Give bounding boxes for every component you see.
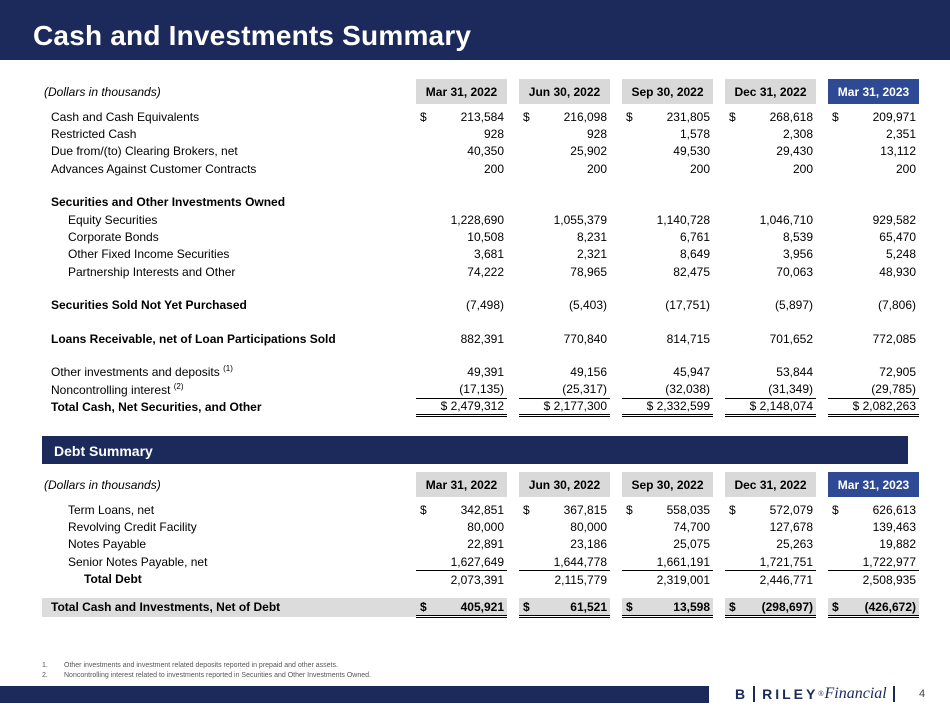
period-header: Jun 30, 2022 (519, 472, 610, 497)
cell-value: 70,063 (776, 264, 813, 279)
row-label: Due from/(to) Clearing Brokers, net (51, 144, 238, 159)
period-header-current: Mar 31, 2023 (828, 472, 919, 497)
cell-value: 5,248 (885, 247, 916, 262)
section-header-row (42, 194, 919, 211)
cell-value: 78,965 (570, 264, 607, 279)
cell-value: 40,350 (467, 144, 504, 159)
table-row (42, 228, 919, 245)
total-row (42, 398, 919, 415)
cell-value: $ 2,148,074 (725, 398, 816, 415)
row-label: Notes Payable (68, 537, 147, 552)
cell-value: 701,652 (769, 331, 813, 346)
row-label: Total Debt (84, 572, 142, 587)
debt-table (42, 472, 919, 618)
row-label: Loans Receivable, net of Loan Participations Sold (51, 331, 336, 346)
row-label: Other Fixed Income Securities (68, 247, 230, 262)
table-row (42, 297, 919, 314)
b-riley-financial-logo: B RILEY ® Financial (735, 685, 895, 703)
cell-value: (17,135) (416, 381, 507, 398)
table-row (42, 125, 919, 142)
cell-value: $ 13,598 (622, 598, 713, 617)
cell-value: $ 231,805 (626, 109, 710, 124)
table-row (42, 160, 919, 177)
section-title: Debt Summary (54, 443, 153, 459)
table-row (42, 381, 919, 398)
row-label: Corporate Bonds (68, 230, 159, 245)
cell-value: $ (298,697) (725, 598, 816, 617)
cell-value: $ (426,672) (828, 598, 919, 617)
row-label: Advances Against Customer Contracts (51, 161, 257, 176)
cell-value: 53,844 (776, 364, 813, 379)
row-label: Noncontrolling interest $^{(2)}$ (51, 381, 184, 397)
cell-value: 2,319,001 (656, 572, 710, 587)
cell-value: 2,115,779 (554, 572, 607, 587)
total-row (42, 571, 919, 588)
cell-value: $ 2,177,300 (519, 398, 610, 415)
cell-value: 25,075 (673, 537, 710, 552)
units-note: (Dollars in thousands) (44, 477, 161, 492)
title-bar (0, 0, 950, 60)
cell-value: 882,391 (460, 331, 504, 346)
cell-value: 74,222 (467, 264, 504, 279)
row-label: Other investments and deposits $^{(1)}$ (51, 364, 233, 380)
cell-value: 2,508,935 (862, 572, 916, 587)
footnote-ref: (2) (173, 381, 184, 391)
cell-value: 48,930 (879, 264, 916, 279)
cell-value: 19,882 (879, 537, 916, 552)
cell-value: 139,463 (872, 520, 916, 535)
row-label: Revolving Credit Facility (68, 520, 197, 535)
cell-value: 1,627,649 (416, 553, 507, 570)
cell-value: 814,715 (666, 331, 710, 346)
cell-value: 2,308 (782, 127, 813, 142)
cell-value: (7,806) (877, 298, 916, 313)
cell-value: 8,231 (576, 230, 607, 245)
period-header: Sep 30, 2022 (622, 472, 713, 497)
cell-value: $ 2,332,599 (622, 398, 713, 415)
cell-value: $ 2,082,263 (828, 398, 919, 415)
footnotes (42, 661, 371, 681)
cell-value: 29,430 (776, 144, 813, 159)
cell-value: 1,661,191 (622, 553, 713, 570)
cell-value: 1,055,379 (553, 212, 607, 227)
cell-value: 82,475 (673, 264, 710, 279)
row-label: Total Cash and Investments, Net of Debt (42, 598, 416, 617)
cell-value: 10,508 (467, 230, 504, 245)
cell-value: $ 405,921 (416, 598, 507, 617)
cash-table (42, 79, 919, 417)
cell-value: (5,897) (774, 298, 813, 313)
table-row (42, 263, 919, 280)
row-label: Senior Notes Payable, net (68, 554, 208, 569)
cell-value: 25,263 (776, 537, 813, 552)
cell-value: 2,321 (576, 247, 607, 262)
row-label: Term Loans, net (68, 502, 155, 517)
cell-value: 3,681 (473, 247, 504, 262)
debt-summary-bar (42, 436, 908, 464)
cell-value: 49,391 (467, 364, 504, 379)
cell-value: 8,539 (782, 230, 813, 245)
period-header: Jun 30, 2022 (519, 79, 610, 104)
table-row (42, 518, 919, 535)
period-header: Dec 31, 2022 (725, 472, 816, 497)
cell-value: $ 572,079 (729, 502, 813, 517)
row-label: Restricted Cash (51, 127, 137, 142)
table-row (42, 211, 919, 228)
footnote-ref: (1) (223, 364, 233, 374)
cash-header-row (42, 79, 919, 104)
cell-value: 127,678 (769, 520, 813, 535)
cell-value: 2,446,771 (759, 572, 813, 587)
table-row (42, 536, 919, 553)
cell-value: 772,085 (872, 331, 916, 346)
cell-value: 770,840 (563, 331, 607, 346)
cell-value: 80,000 (570, 520, 607, 535)
cell-value: 200 (586, 161, 607, 176)
table-row (42, 501, 919, 518)
debt-header-row (42, 472, 919, 497)
cell-value: 928 (483, 127, 504, 142)
cell-value: $ 213,584 (420, 109, 504, 124)
table-row (42, 108, 919, 125)
cell-value: 49,156 (570, 364, 607, 379)
cell-value: 23,186 (570, 537, 607, 552)
cell-value: $ 268,618 (729, 109, 813, 124)
cell-value: $ 209,971 (832, 109, 916, 124)
row-label: Equity Securities (68, 212, 158, 227)
cell-value: 928 (586, 127, 607, 142)
table-row (42, 330, 919, 347)
cell-value: (32,038) (622, 381, 713, 398)
cell-value: 13,112 (880, 144, 916, 159)
row-label: Securities Sold Not Yet Purchased (51, 298, 247, 313)
cell-value: 200 (483, 161, 504, 176)
cell-value: 80,000 (467, 520, 504, 535)
page-title: Cash and Investments Summary (33, 20, 472, 51)
cell-value: $ 342,851 (420, 502, 504, 517)
cell-value: 1,140,728 (656, 212, 710, 227)
period-header: Sep 30, 2022 (622, 79, 713, 104)
cell-value: $ 367,815 (523, 502, 607, 517)
cell-value: 1,046,710 (759, 212, 813, 227)
cell-value: 1,644,778 (519, 553, 610, 570)
cell-value: $ 2,479,312 (416, 398, 507, 415)
row-label: Partnership Interests and Other (68, 264, 236, 279)
period-header: Dec 31, 2022 (725, 79, 816, 104)
cell-value: (29,785) (828, 381, 919, 398)
cell-value: $ 558,035 (626, 502, 710, 517)
cell-value: $ 61,521 (519, 598, 610, 617)
section-label: Securities and Other Investments Owned (51, 195, 286, 210)
cell-value: (5,403) (568, 298, 607, 313)
cell-value: (25,317) (519, 381, 610, 398)
footnote: 2. Noncontrolling interest related to investments reported in Securities and Other Investments Owned. (42, 672, 371, 679)
page-number: 4 (919, 688, 926, 700)
cell-value: 6,761 (679, 230, 710, 245)
period-header: Mar 31, 2022 (416, 79, 507, 104)
cell-value: (7,498) (465, 298, 504, 313)
cell-value: 2,351 (885, 127, 916, 142)
cell-value: 74,700 (673, 520, 710, 535)
table-row (42, 143, 919, 160)
cell-value: (31,349) (725, 381, 816, 398)
cell-value: 929,582 (872, 212, 916, 227)
units-note: (Dollars in thousands) (44, 84, 161, 99)
row-label: Cash and Cash Equivalents (51, 109, 200, 124)
cell-value: 1,228,690 (450, 212, 504, 227)
cell-value: 1,578 (679, 127, 710, 142)
cell-value: 1,721,751 (725, 553, 816, 570)
footer-bar (0, 686, 709, 703)
cell-value: 2,073,391 (450, 572, 504, 587)
cell-value: $ 626,613 (832, 502, 916, 517)
cell-value: 65,470 (879, 230, 916, 245)
period-header-current: Mar 31, 2023 (828, 79, 919, 104)
cell-value: 72,905 (879, 364, 916, 379)
table-row (42, 246, 919, 263)
cell-value: 22,891 (467, 537, 504, 552)
net-total-row (42, 598, 919, 617)
cell-value: 1,722,977 (828, 553, 919, 570)
cell-value: 3,956 (782, 247, 813, 262)
cell-value: 200 (792, 161, 813, 176)
cell-value: (17,751) (665, 298, 710, 313)
cell-value: 8,649 (679, 247, 710, 262)
footnote: 1. Other investments and investment related deposits reported in prepaid and other assets. (42, 662, 338, 669)
cell-value: 200 (689, 161, 710, 176)
table-row (42, 553, 919, 570)
cell-value: $ 216,098 (523, 109, 607, 124)
table-row (42, 363, 919, 380)
cell-value: 25,902 (570, 144, 607, 159)
cell-value: 45,947 (673, 364, 710, 379)
period-header: Mar 31, 2022 (416, 472, 507, 497)
cell-value: 49,530 (673, 144, 710, 159)
row-label: Total Cash, Net Securities, and Other (51, 399, 262, 414)
cell-value: 200 (895, 161, 916, 176)
